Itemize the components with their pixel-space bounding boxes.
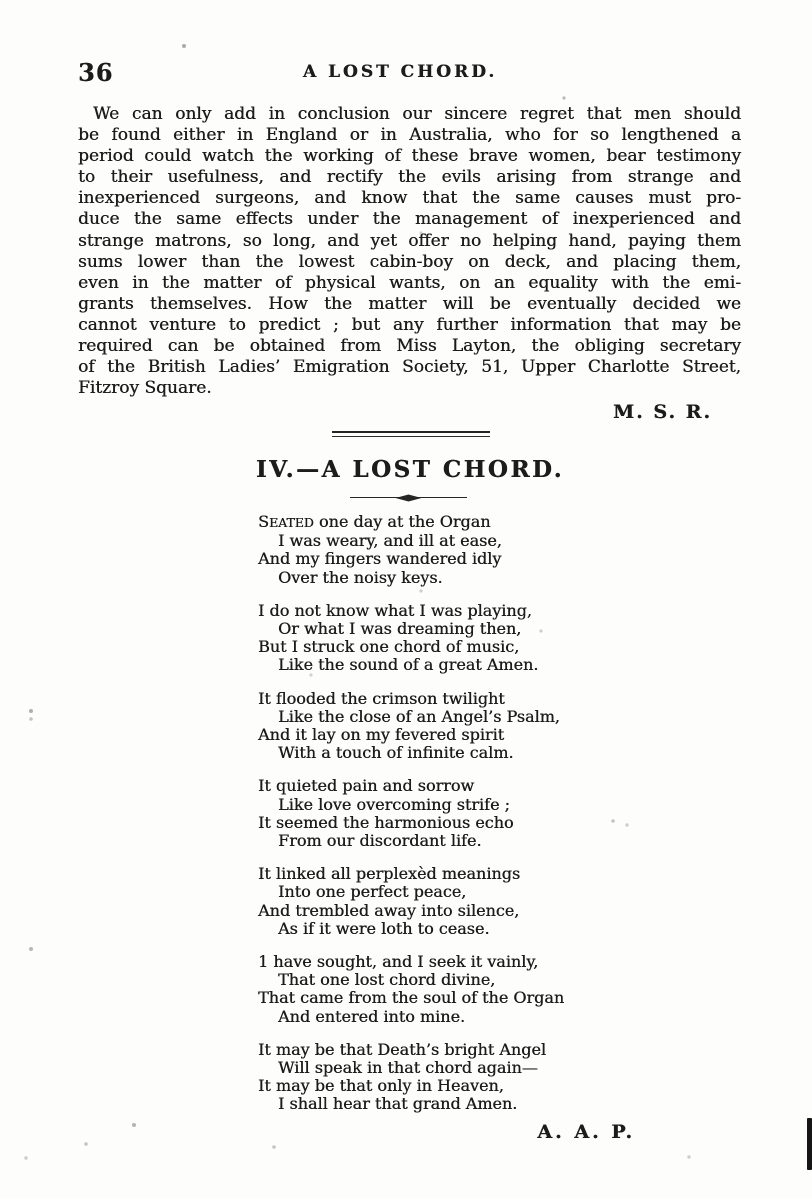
prose-line: sums lower than the lowest cabin-boy on deck, and placing them,	[78, 251, 741, 272]
prose-line: Fitzroy Square.	[78, 378, 212, 399]
poem	[258, 513, 688, 1129]
poem-stanza	[258, 953, 688, 1026]
prose-line: period could watch the working of these brave women, bear testimony	[78, 146, 741, 167]
ornament-divider	[350, 492, 467, 504]
poem-line: Like love overcoming strife ;	[278, 794, 510, 814]
page-number: 36	[78, 58, 114, 87]
diamond-ornament-icon	[396, 495, 422, 502]
poem-stanza	[258, 777, 688, 850]
poem-line: It quieted pain and sorrow	[258, 776, 475, 796]
prose-line: of the British Ladies’ Emigration Society, 51, Upper Charlotte Street,	[78, 357, 741, 378]
poem-stanza	[258, 602, 688, 675]
prose-line: required can be obtained from Miss Layton, the obliging secretary	[78, 336, 741, 357]
poem-line: And my fingers wandered idly	[258, 549, 502, 569]
poem-line: Will speak in that chord again—	[278, 1058, 538, 1078]
section-heading: IV.—A LOST CHORD.	[255, 456, 565, 483]
scan-edge-mark	[807, 1118, 812, 1170]
section-divider-rule	[332, 431, 490, 437]
prose-line: inexperienced surgeons, and know that the same causes must pro-	[78, 188, 741, 209]
poem-line: And it lay on my fevered spirit	[258, 725, 505, 745]
poem-signature: A. A. P.	[537, 1121, 635, 1143]
poem-line: Into one perfect peace,	[278, 882, 467, 902]
poem-line: I do not know what I was playing,	[258, 600, 532, 620]
poem-line: Like the close of an Angel’s Psalm,	[278, 706, 560, 726]
poem-line: Like the sound of a great Amen.	[278, 655, 539, 675]
poem-line: I was weary, and ill at ease,	[278, 531, 502, 551]
prose-line: We can only add in conclusion our sincere regret that men should	[93, 104, 741, 124]
poem-stanza	[258, 690, 688, 763]
running-head: A LOST CHORD.	[302, 62, 498, 82]
poem-line: 1 have sought, and I seek it vainly,	[258, 952, 539, 972]
poem-line: It linked all perplexèd meanings	[258, 864, 521, 884]
prose-line: grants themselves. How the matter will be eventually decided we	[78, 293, 741, 314]
poem-line: And entered into mine.	[278, 1006, 466, 1026]
prose-line: cannot venture to predict ; but any further information that may be	[78, 314, 741, 335]
prose-line: even in the matter of physical wants, on an equality with the emi-	[78, 272, 741, 293]
poem-stanza	[258, 1041, 688, 1114]
poem-line: And trembled away into silence,	[258, 900, 520, 920]
poem-stanza	[258, 513, 688, 587]
prose-line: to their usefulness, and rectify the evils arising from strange and	[78, 167, 741, 188]
poem-line: That came from the soul of the Organ	[258, 988, 565, 1008]
poem-line: SEATED one day at the Organ	[258, 512, 491, 531]
poem-line: Or what I was dreaming then,	[278, 619, 522, 639]
poem-line: But I struck one chord of music,	[258, 637, 520, 657]
poem-line: That one lost chord divine,	[278, 970, 496, 990]
prose-paragraph	[78, 104, 741, 399]
poem-line: It flooded the crimson twilight	[258, 688, 505, 708]
poem-line: As if it were loth to cease.	[278, 918, 490, 938]
prose-line: duce the same effects under the management of inexperienced and	[78, 209, 741, 230]
poem-line: It may be that Death’s bright Angel	[258, 1039, 546, 1059]
poem-line: From our discordant life.	[278, 831, 482, 851]
poem-line: I shall hear that grand Amen.	[278, 1094, 518, 1114]
prose-line: strange matrons, so long, and yet offer no helping hand, paying them	[78, 230, 741, 251]
prose-line: be found either in England or in Australia, who for so lengthened a	[78, 125, 741, 146]
article-signature: M. S. R.	[613, 401, 712, 423]
poem-stanza	[258, 865, 688, 938]
poem-line: Over the noisy keys.	[278, 567, 443, 587]
poem-line: With a touch of infinite calm.	[278, 743, 514, 763]
poem-line: It may be that only in Heaven,	[258, 1076, 504, 1096]
scan-specks	[0, 0, 2, 2]
poem-line: It seemed the harmonious echo	[258, 812, 514, 832]
